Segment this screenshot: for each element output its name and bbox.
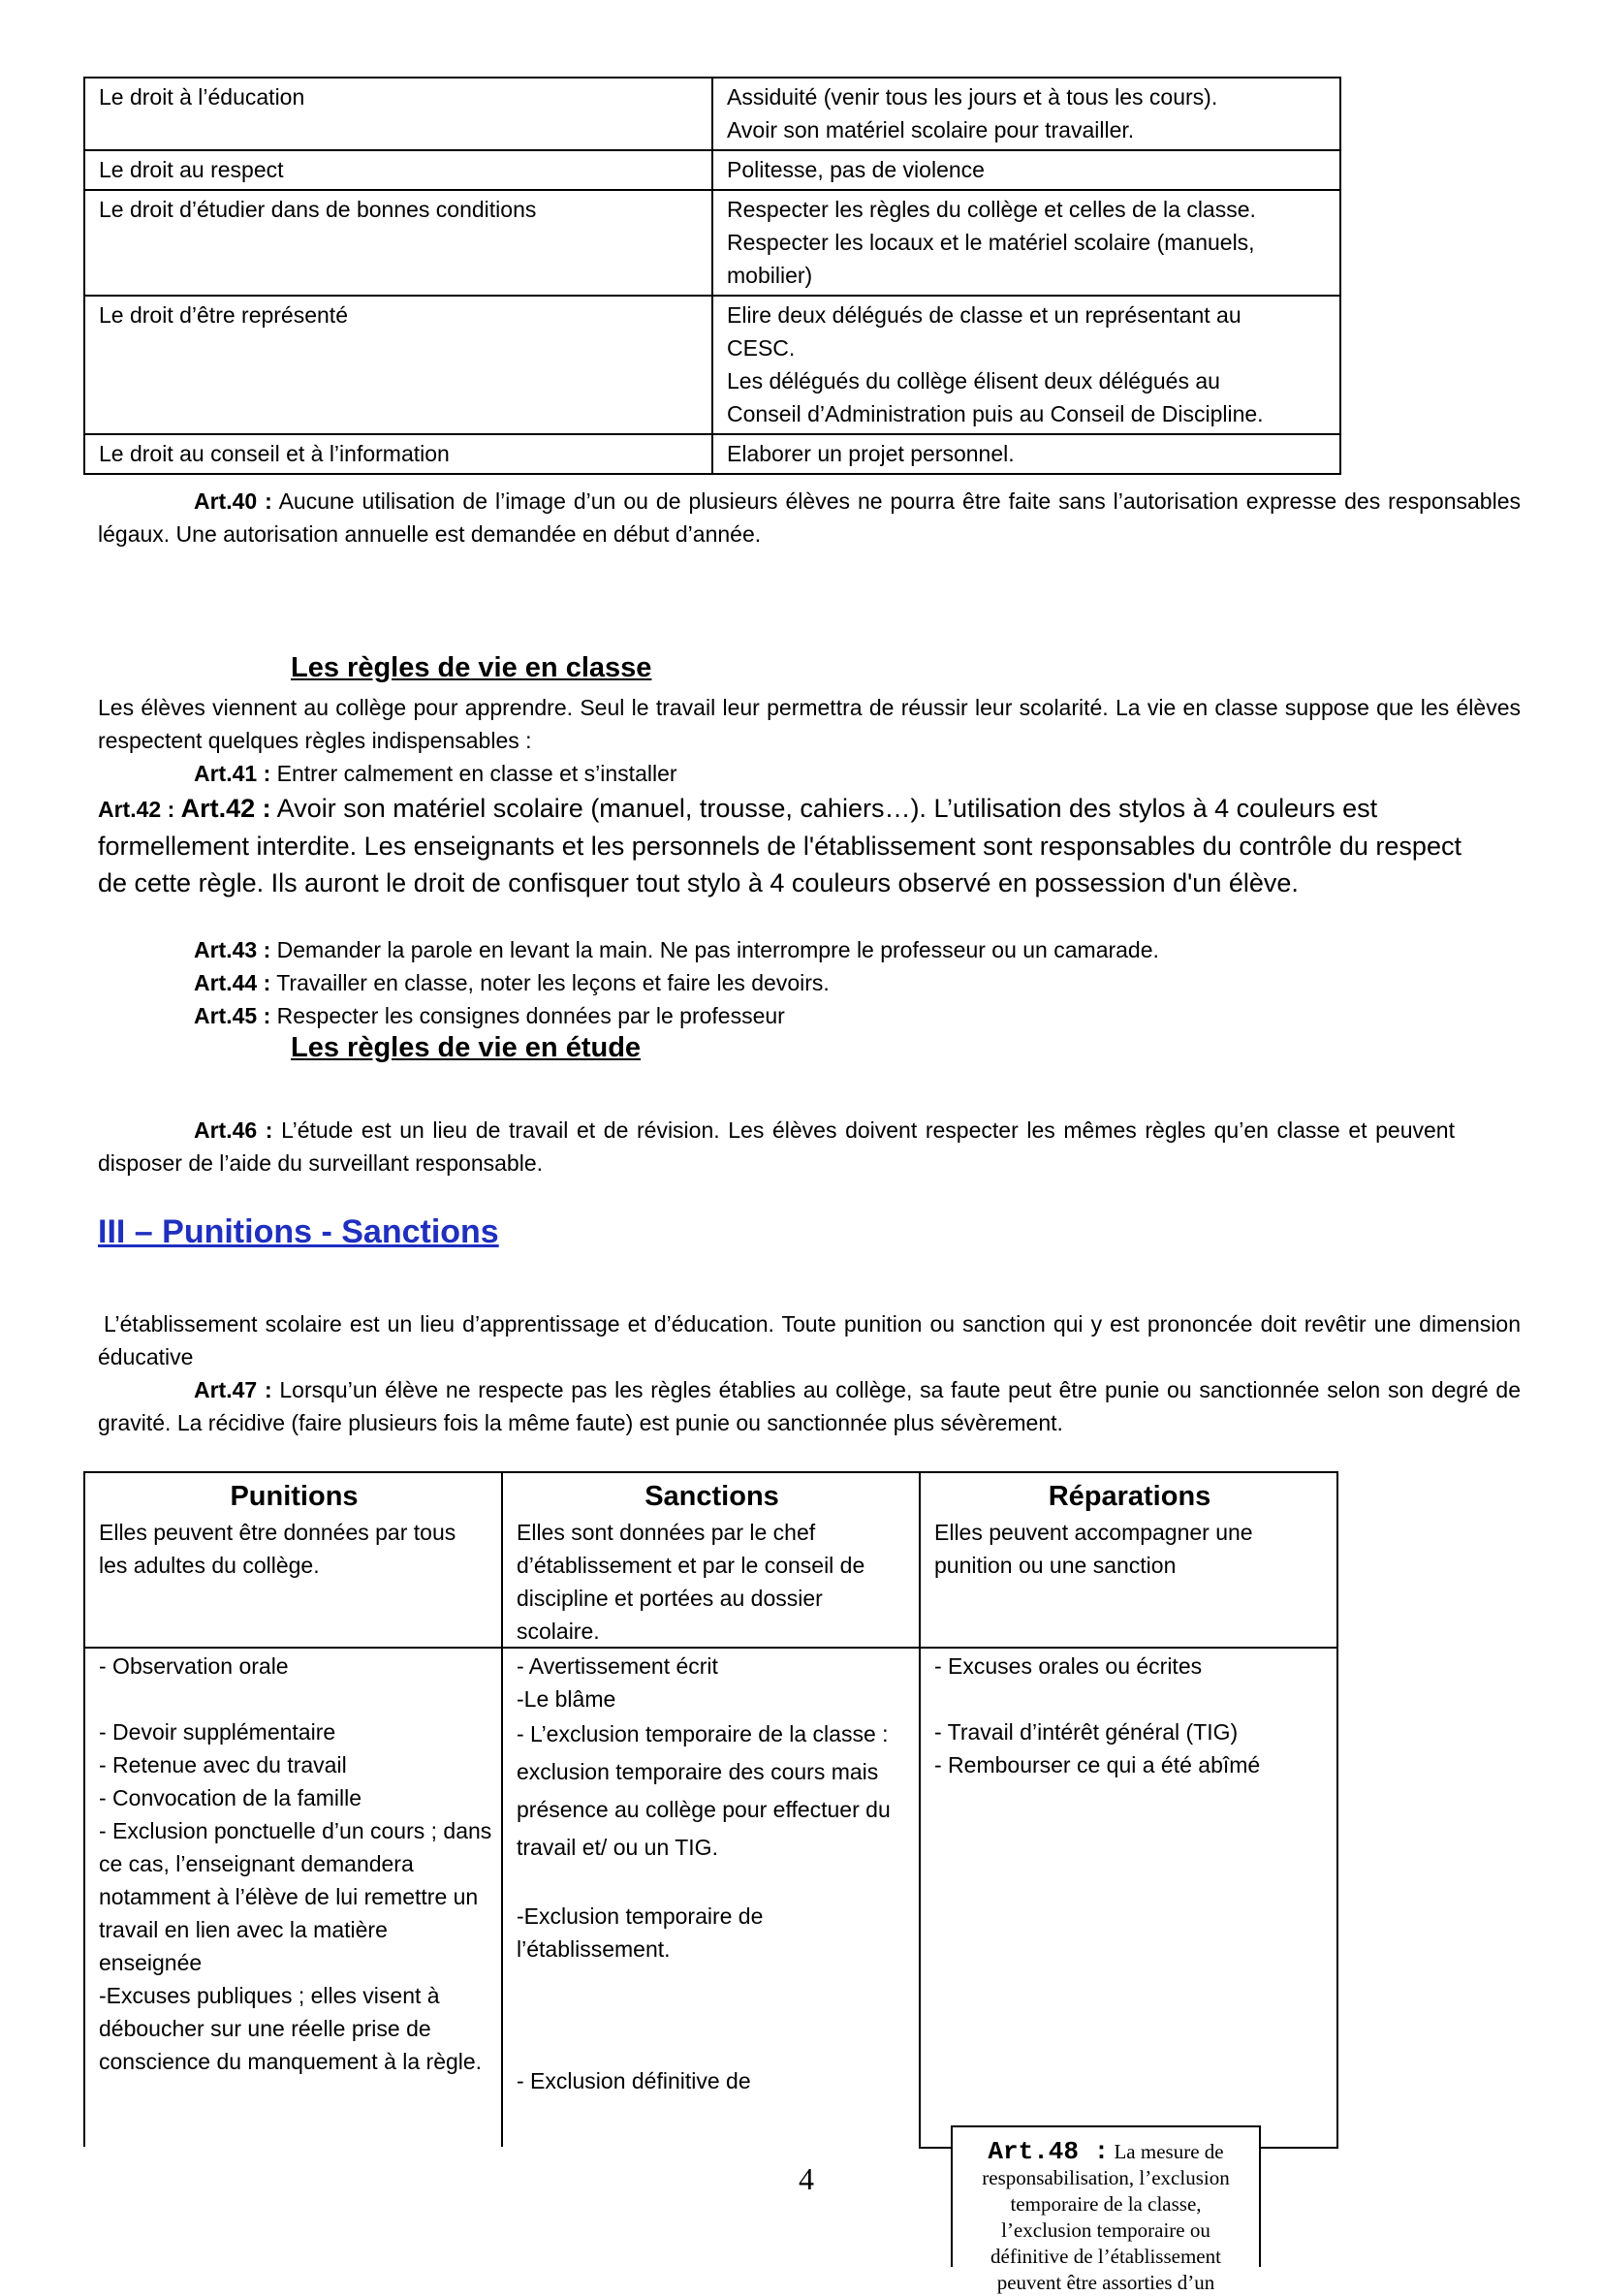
article-48-text: La mesure de responsabilisation, l’exclusion temporaire de la classe, l’exclusion temporaire ou définitive de l’établissement peuvent être assorties d’un [982, 2140, 1230, 2294]
article-40 [98, 485, 1521, 550]
duty-line: Conseil d’Administration puis au Conseil de Discipline. [727, 401, 1264, 426]
article-45-text: Respecter les consignes données par le professeur [270, 1003, 785, 1028]
list-spacer [99, 1683, 493, 1715]
sanction-item: - Avertissement écrit [517, 1653, 718, 1679]
article-45-label: Art.45 : [194, 1003, 271, 1028]
article-47-text: Lorsqu’un élève ne respecte pas les règles établies au collège, sa faute peut être punie ou sanctionnée selon son degré de gravité. La récidive (faire plusieurs fois la même faute) est punie ou sanctionnée plus sévèrement. [98, 1377, 1521, 1435]
punition-item: -Excuses publiques ; elles visent à déboucher sur une réelle prise de conscience du manquement à la règle. [99, 1983, 483, 2074]
article-40-text: Aucune utilisation de l’image d’un ou de plusieurs élèves ne pourra être faite sans l’autorisation expresse des responsables légaux. Une autorisation annuelle est demandée en début d’année. [98, 488, 1521, 547]
list-spacer [517, 2031, 911, 2064]
article-46-text: L’étude est un lieu de travail et de révision. Les élèves doivent respecter les mêmes règles qu’en classe et peuvent disposer de l’aide du surveillant responsable. [98, 1117, 1455, 1176]
reparation-item: - Excuses orales ou écrites [934, 1653, 1203, 1679]
punition-item: - Retenue avec du travail [99, 1752, 347, 1777]
sanctions-header-cell [503, 1473, 919, 1648]
punition-item: - Convocation de la famille [99, 1785, 362, 1810]
punitions-description: Elles peuvent être données par tous les adultes du collège. [99, 1520, 456, 1578]
punition-item: - Devoir supplémentaire [99, 1719, 336, 1745]
article-47 [98, 1373, 1521, 1439]
duty-line: mobilier) [727, 263, 813, 288]
list-spacer [517, 1966, 911, 1998]
article-43-text: Demander la parole en levant la main. Ne pas interrompre le professeur ou un camarade. [270, 937, 1159, 962]
duty-line: Elire deux délégués de classe et un représentant au [727, 302, 1242, 328]
heading-vie-en-classe: Les règles de vie en classe [291, 652, 652, 683]
article-44-text: Travailler en classe, noter les leçons et faire les devoirs. [270, 970, 830, 995]
rights-table-row [84, 434, 1340, 474]
article-42-text: Avoir son matériel scolaire (manuel, trousse, cahiers…). L’utilisation des stylos à 4 couleurs est formellement interdite. Les enseignants et les personnels de l'établissement sont responsables du contrôle du respect de cette règle. Ils auront le droit de confisquer tout stylo à 4 couleurs observé en possession d'un élève. [98, 794, 1462, 897]
duty-cell [712, 190, 1340, 296]
list-spacer [517, 1867, 911, 1900]
rights-table-row [84, 296, 1340, 434]
sanction-item: - Exclusion définitive de [517, 2068, 751, 2093]
duty-line: Politesse, pas de violence [727, 157, 985, 182]
duty-line: Elaborer un projet personnel. [727, 441, 1015, 466]
duty-line: CESC. [727, 335, 796, 361]
article-42-label-small: Art.42 : [98, 797, 181, 822]
sanctions-description: Elles sont données par le chef d’établissement et par le conseil de discipline et portées au dossier scolaire. [517, 1520, 865, 1644]
punitions-header: Punitions [230, 1481, 359, 1512]
intro-vie-en-classe: Les élèves viennent au collège pour apprendre. Seul le travail leur permettra de réussir leur scolarité. La vie en classe suppose que les élèves respectent quelques règles indispensables : [98, 695, 1521, 753]
duty-cell [712, 296, 1340, 434]
reparations-header-cell [921, 1473, 1336, 1582]
sanctions-list [503, 1649, 919, 2097]
article-45 [194, 999, 785, 1032]
section-punitions-sanctions-title: III – Punitions - Sanctions [98, 1213, 499, 1250]
article-47-label: Art.47 : [194, 1377, 272, 1402]
sanctions-header: Sanctions [644, 1481, 779, 1512]
duty-line: Respecter les règles du collège et celles de la classe. [727, 197, 1256, 222]
heading-vie-en-etude: Les règles de vie en étude [291, 1032, 642, 1063]
duty-cell [712, 78, 1340, 150]
article-46 [98, 1114, 1455, 1179]
right-cell: Le droit au conseil et à l’information [84, 434, 712, 474]
right-cell: Le droit d’étudier dans de bonnes conditions [84, 190, 712, 296]
article-46-label: Art.46 : [194, 1117, 273, 1143]
punitions-list [85, 1649, 501, 2078]
duty-cell [712, 150, 1340, 190]
article-41-label: Art.41 : [194, 761, 271, 786]
article-42 [98, 790, 1474, 901]
duty-cell [712, 434, 1340, 474]
sanction-item: -Exclusion temporaire de l’établissement. [517, 1903, 764, 1962]
article-41 [194, 757, 677, 790]
article-48-box [951, 2125, 1261, 2294]
reparation-item: - Rembourser ce qui a été abîmé [934, 1752, 1261, 1777]
right-cell: Le droit à l’éducation [84, 78, 712, 150]
reparations-list [921, 1649, 1336, 1781]
sanction-item: - L’exclusion temporaire de la classe : exclusion temporaire des cours mais présence au collège pour effectuer du travail et/ ou un TIG. [517, 1721, 891, 1860]
article-43-label: Art.43 : [194, 937, 271, 962]
list-spacer [934, 1683, 1329, 1715]
punition-item: - Observation orale [99, 1653, 289, 1679]
article-43 [194, 933, 1159, 966]
rights-table [83, 77, 1341, 475]
list-spacer [517, 1998, 911, 2031]
article-40-label: Art.40 : [194, 488, 272, 514]
duty-line: Avoir son matériel scolaire pour travailler. [727, 117, 1135, 142]
article-42-label: Art.42 : [180, 794, 271, 823]
rights-table-row [84, 78, 1340, 150]
punitions-header-cell [85, 1473, 501, 1582]
intro-punitions-sanctions: L’établissement scolaire est un lieu d’apprentissage et d’éducation. Toute punition ou sanction qui y est prononcée doit revêtir une dimension éducative [98, 1311, 1521, 1369]
sanctions-table [83, 1471, 1338, 2147]
reparations-header: Réparations [1048, 1481, 1211, 1512]
article-48-label: Art.48 : [988, 2137, 1110, 2166]
reparations-description: Elles peuvent accompagner une punition ou une sanction [934, 1520, 1253, 1578]
rights-table-row [84, 150, 1340, 190]
article-44-label: Art.44 : [194, 970, 271, 995]
right-cell: Le droit d’être représenté [84, 296, 712, 434]
duty-line: Assiduité (venir tous les jours et à tous les cours). [727, 84, 1218, 110]
reparation-item: - Travail d’intérêt général (TIG) [934, 1719, 1239, 1745]
duty-line: Les délégués du collège élisent deux délégués au [727, 368, 1220, 393]
sanction-item: -Le blâme [517, 1686, 616, 1712]
page-number: 4 [799, 2161, 814, 2196]
right-cell: Le droit au respect [84, 150, 712, 190]
article-44 [194, 966, 830, 999]
duty-line: Respecter les locaux et le matériel scolaire (manuels, [727, 230, 1255, 255]
rights-table-row [84, 190, 1340, 296]
article-41-text: Entrer calmement en classe et s’installer [270, 761, 677, 786]
punition-item: - Exclusion ponctuelle d’un cours ; dans ce cas, l’enseignant demandera notamment à l’élève de lui remettre un travail en lien avec la matière enseignée [99, 1818, 492, 1975]
